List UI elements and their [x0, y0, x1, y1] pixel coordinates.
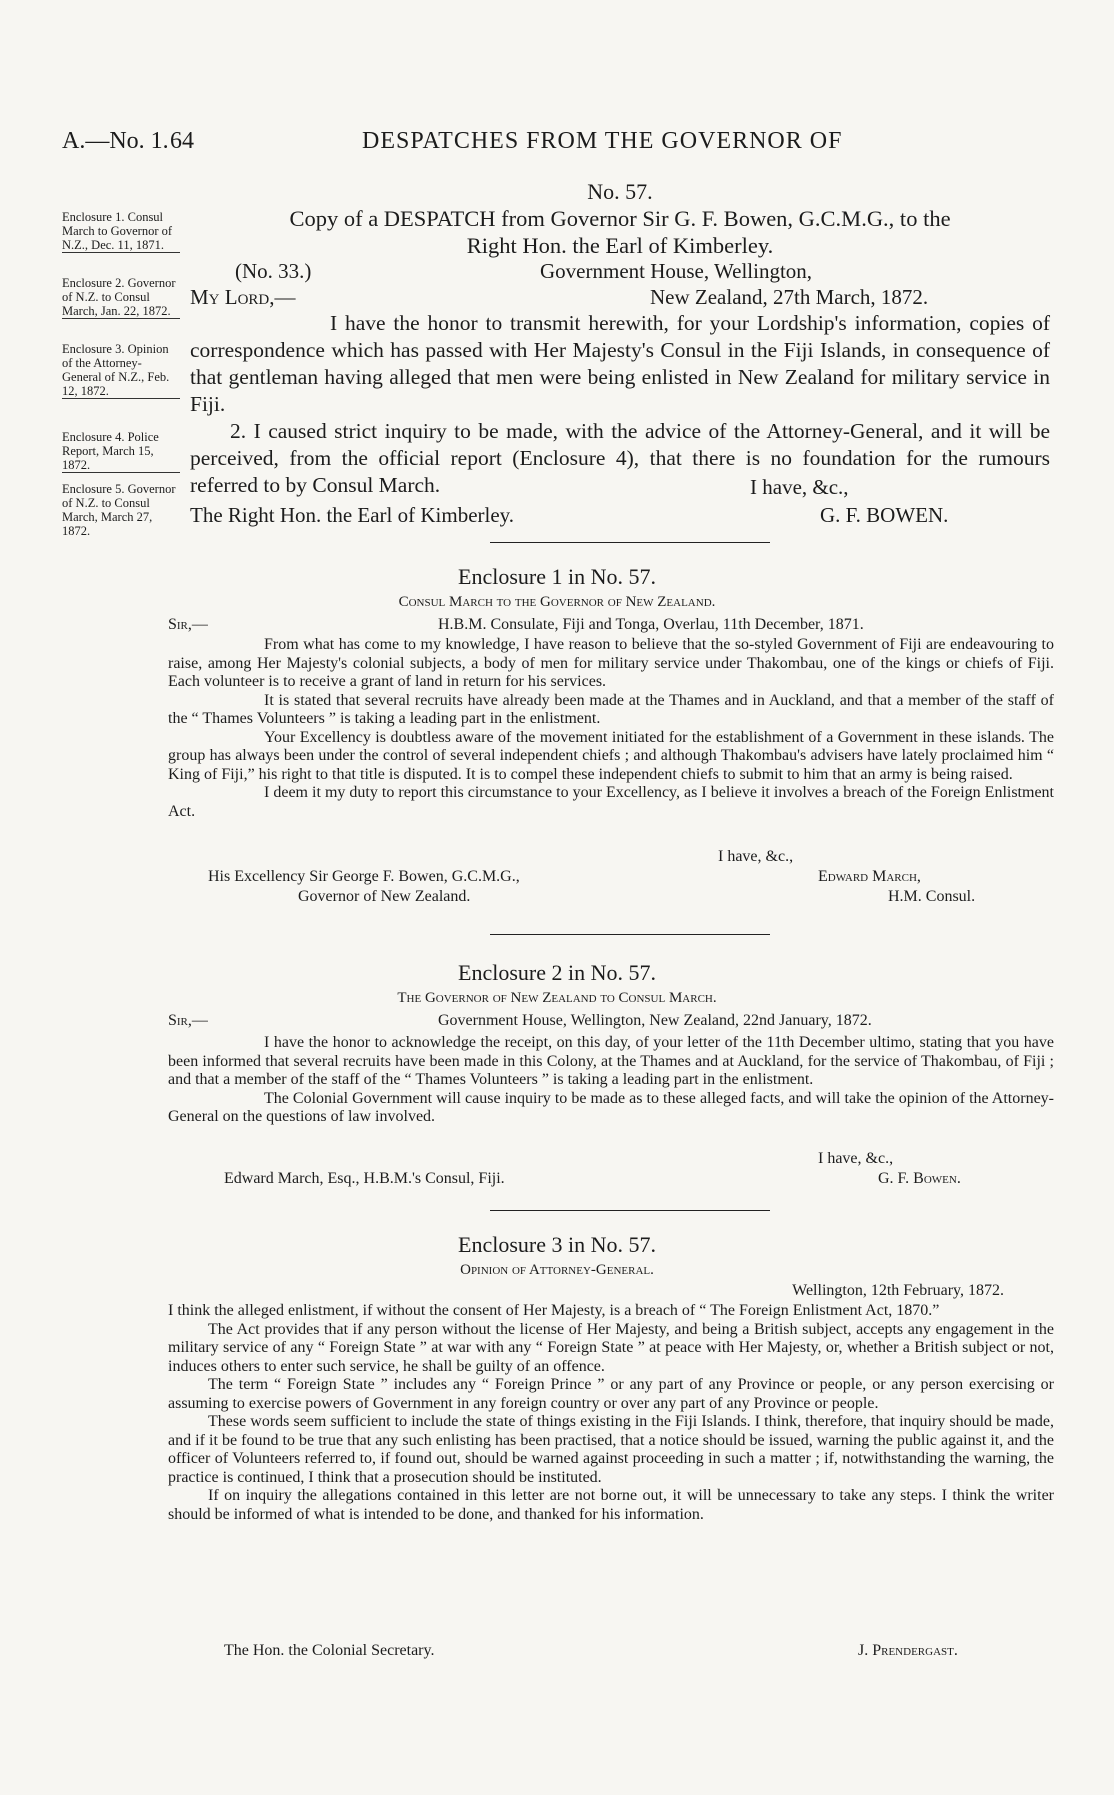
enclosure-2-body: I have the honor to acknowledge the receipt, on this day, of your letter of the 11th December ultimo, stating that you have been informed that several recruits have been made in this Colony, at the Thames and at Auckland, for the service of Thakombau, of Fiji ; and that a member of the staff of the “ Thames Volunteers ” is taking a leading part in the enlistment. The Colonial Government will cause inquiry to be made as to these alleged facts, and will take the opinion of the Attorney-General on the questions of law involved. — [168, 1034, 1054, 1125]
enclosure-3-heading: Enclosure 3 in No. 57. — [458, 1232, 656, 1257]
enclosure-3-sub: Opinion of Attorney-General. — [460, 1262, 654, 1278]
enclosure-1-heading: Enclosure 1 in No. 57. — [458, 564, 656, 589]
enclosure-2-address-row: Sir,— Government House, Wellington, New Zealand, 22nd January, 1872. — [168, 1012, 872, 1029]
enclosure-2-sub: The Governor of New Zealand to Consul March. — [397, 990, 717, 1006]
enclosure-1-address-row: Sir,— H.B.M. Consulate, Fiji and Tonga, Overlau, 11th December, 1871. — [168, 616, 864, 633]
despatch-paragraph-1: I have the honor to transmit herewith, for your Lordship's information, copies of correspondence which has passed with Her Majesty's Consul in the Fiji Islands, in consequence of that gentleman having alleged that men were being enlisted in New Zealand for military service in Fiji. — [190, 311, 1050, 416]
despatch-number: No. 57. — [587, 179, 653, 204]
enclosure-3-body: I think the alleged enlistment, if without the consent of Her Majesty, is a breach of “ The Foreign Enlistment Act, 1870.” The Act provides that if any person without the license of Her Majesty, and being a British subject, accepts any engagement in the military service of any “ Foreign State ” at war with any “ Foreign State ” at peace with Her Majesty, or, whether a British subject or not, induces others to enter such service, he shall be guilty of an offence. The term “ Foreign State ” includes any “ Foreign Prince ” or any part of any Province or people, or any person exercising or assuming to exercise powers of Government in any foreign country or over any part of any Province or people. These words seem sufficient to include the state of things existing in the Fiji Islands. I think, therefore, that inquiry should be made, and if it be found to be true that any such enlisting has been practised, that a notice should be issued, warning the public against it, and the officer of Volunteers referred to, if found out, should be warned against proceeding in such a matter ; if, notwithstanding the warning, the practice is continued, I think that a prosecution should be instituted. If on inquiry the allegations contained in this letter are not borne out, it will be unnecessary to take any steps. I think the writer should be informed of what is intended to be done, and thanked for his information. — [168, 1302, 1054, 1523]
section-divider — [490, 934, 770, 935]
page-number: 64 — [170, 128, 194, 154]
margin-note-4: Enclosure 4. Police Report, March 15, 1872. — [62, 430, 180, 473]
series-label: A.—No. 1. — [62, 128, 169, 154]
enclosure-2-heading: Enclosure 2 in No. 57. — [458, 960, 656, 985]
page-title: DESPATCHES FROM THE GOVERNOR OF — [362, 128, 843, 154]
margin-note-1: Enclosure 1. Consul March to Governor of N.Z., Dec. 11, 1871. — [62, 210, 180, 253]
section-divider — [490, 1210, 770, 1211]
section-divider — [490, 542, 770, 543]
despatch-copy-line: Copy of a DESPATCH from Governor Sir G. F. Bowen, G.C.M.G., to the Right Hon. the Earl of Kimberley. — [289, 206, 951, 258]
page-header — [62, 128, 1062, 158]
enclosure-1-body: From what has come to my knowledge, I have reason to believe that the so-styled Government of Fiji are endeavouring to raise, among Her Majesty's colonial subjects, a body of men for military service under Thakombau, one of the kings or chiefs of Fiji. Each volunteer is to receive a grant of land in return for his services. It is stated that several recruits have already been made at the Thames and in Auckland, and that a member of the staff of the “ Thames Volunteers ” is taking a leading part in the enlistment. Your Excellency is doubtless aware of the movement initiated for the establishment of a Government in these islands. The group has always been under the control of several independent chiefs ; and although Thakombau's advisers have lately proclaimed him “ King of Fiji,” his right to that title is disputed. It is to compel these independent chiefs to submit to him that an army is being raised. I deem it my duty to report this circumstance to your Excellency, as I believe it involves a breach of the Foreign Enlistment Act. — [168, 636, 1054, 820]
enclosure-1-sub: Consul March to the Governor of New Zealand. — [398, 594, 716, 610]
margin-note-5: Enclosure 5. Governor of N.Z. to Consul March, March 27, 1872. — [62, 482, 176, 538]
margin-note-2: Enclosure 2. Governor of N.Z. to Consul March, Jan. 22, 1872. — [62, 276, 180, 319]
margin-note-3: Enclosure 3. Opinion of the Attorney-General of N.Z., Feb. 12, 1872. — [62, 342, 180, 399]
despatch-paragraph-2: 2. I caused strict inquiry to be made, with the advice of the Attorney-General, and it will be perceived, from the official report (Enclosure 4), that there is no foundation for the rumours referred to by Consul March. — [190, 419, 1050, 497]
